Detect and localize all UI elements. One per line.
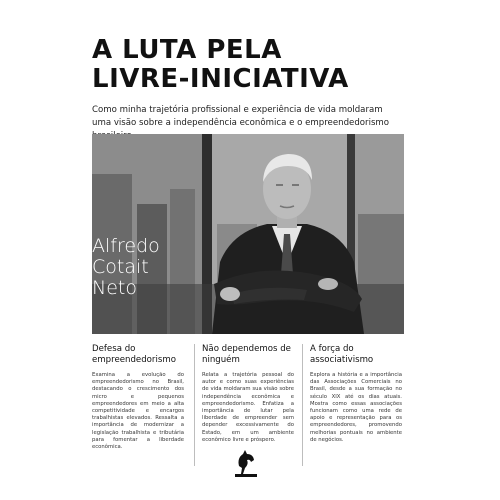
feature-column-2	[202, 344, 294, 444]
feature-body-1: Examina a evolução do empreendedorismo no Brasil, destacando o crescimento dos micro e pequenos empreendedores em meio a alta competitividade e encargos trabalhistas elevados. Ressalta a importância de modernizar a legislação trabalhista e tributária para fomentar a liberdade econômica.	[92, 372, 184, 451]
feature-body-3: Explora a história e a importância das Associações Comerciais no Brasil, desde a sua formação no século XIX até os dias atuais. Mostra como essas associações funcionam como uma rede de apoio e representação para os empreendedores, promovendo melhorias pontuais no ambiente de negócios.	[310, 372, 402, 443]
feature-column-1	[92, 344, 184, 451]
author-name-line-3: Neto	[92, 277, 137, 299]
column-divider-1	[194, 344, 195, 466]
horse-logo-icon	[233, 448, 259, 478]
book-title	[92, 36, 404, 94]
book-subtitle: Como minha trajetória profissional e experiência de vida moldaram uma visão sobre a independência econômica e o empreendedorismo	[92, 105, 390, 128]
feature-heading-2: Não dependemos de ninguém	[202, 344, 291, 365]
column-divider-2	[302, 344, 303, 466]
book-cover	[92, 0, 404, 500]
author-photo-illustration	[92, 134, 404, 334]
feature-heading-3: A força do associativismo	[310, 344, 374, 365]
author-photo	[92, 134, 404, 334]
author-name-line-1: Alfredo	[92, 235, 160, 257]
title-line-1: A LUTA PELA	[92, 35, 282, 65]
title-line-2: LIVRE-INICIATIVA	[92, 64, 349, 94]
author-name	[92, 236, 160, 299]
feature-column-3	[310, 344, 402, 444]
feature-heading-1: Defesa do empreendedorismo	[92, 344, 176, 365]
author-name-line-2: Cotait	[92, 256, 149, 278]
feature-body-2: Relata a trajetória pessoal do autor e como suas experiências de vida moldaram sua visão sobre independência econômica e empreendedorismo. Enfatiza a importância de lutar pela liberdade de empreender sem depender excessivamente do Estado, em um ambiente econômico livre e próspero.	[202, 372, 294, 443]
